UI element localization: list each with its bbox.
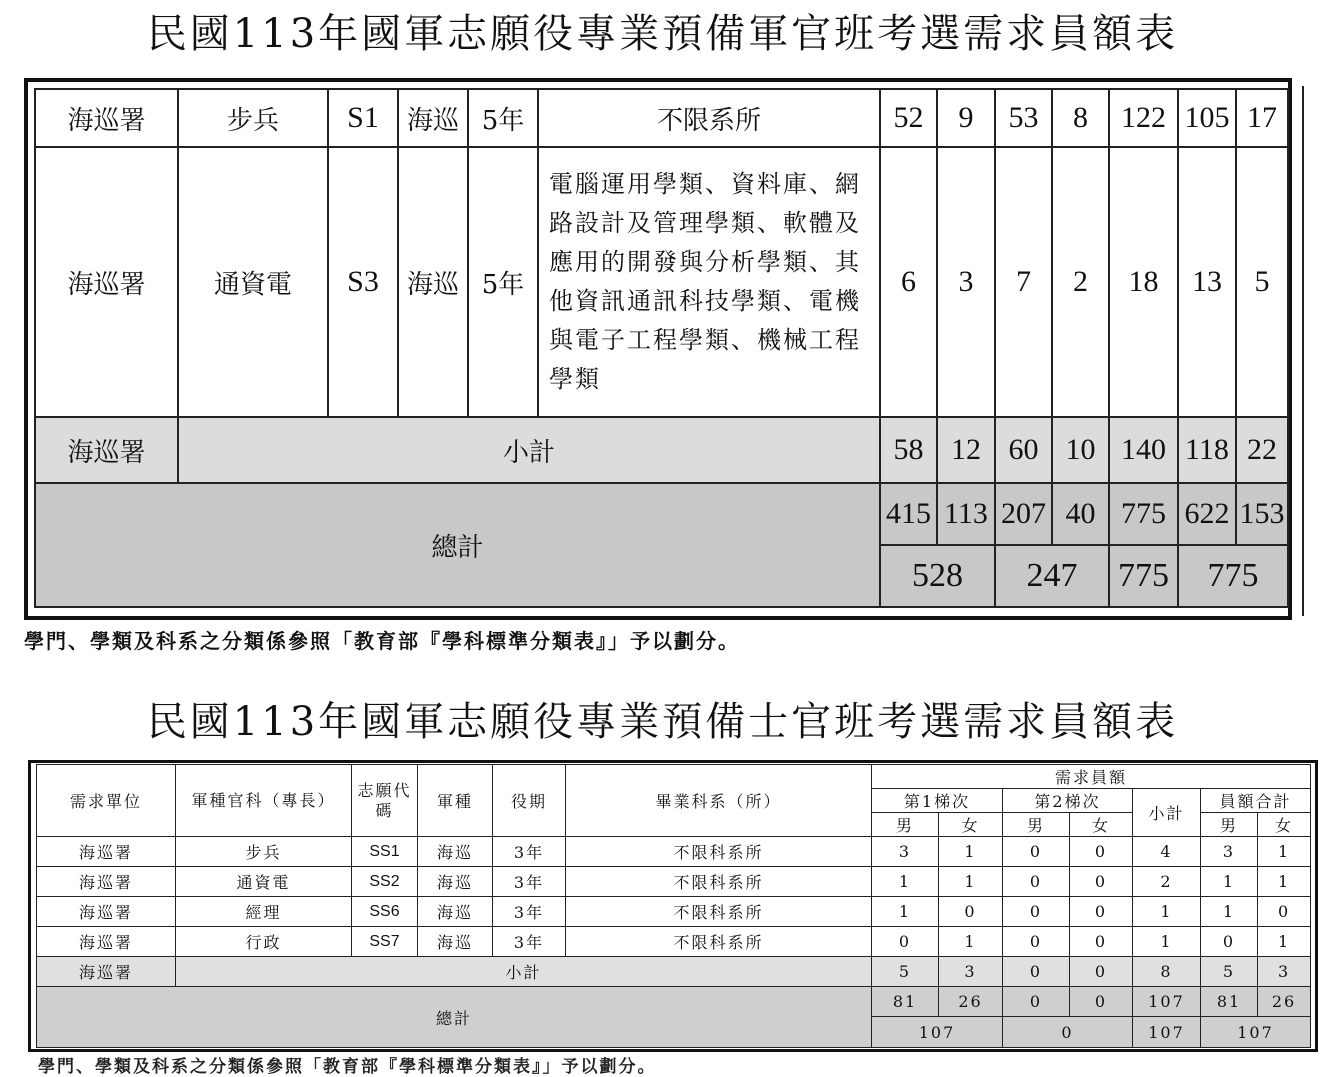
branch-cell: 海巡	[398, 89, 468, 147]
total-value: 622	[1178, 483, 1236, 545]
header-branch: 軍種	[418, 765, 493, 837]
branch-cell: 海巡	[418, 837, 493, 867]
round2-female-cell: 2	[1052, 147, 1109, 417]
total-value: 81	[1201, 987, 1258, 1017]
total-value: 415	[880, 483, 937, 545]
unit-cell: 海巡署	[37, 837, 176, 867]
subtotal-value: 22	[1236, 417, 1288, 483]
value-cell: 1	[939, 927, 1003, 957]
value-cell: 1	[1258, 837, 1311, 867]
header-major: 畢業科系（所）	[566, 765, 872, 837]
round1-female-cell: 9	[937, 89, 995, 147]
header-round1: 第1梯次	[872, 789, 1003, 813]
total-value: 0	[1003, 987, 1070, 1017]
value-cell: 0	[1201, 927, 1258, 957]
value-cell: 0	[1003, 837, 1070, 867]
subtotal-label: 小計	[178, 417, 880, 483]
major-cell: 不限科系所	[566, 897, 872, 927]
subtotal-value: 12	[937, 417, 995, 483]
header-specialty: 軍種官科（專長）	[176, 765, 352, 837]
round2-male-cell: 7	[995, 147, 1052, 417]
code-cell: SS6	[352, 897, 418, 927]
subtotal-value: 58	[880, 417, 937, 483]
total-row	[37, 987, 1311, 1017]
header-unit: 需求單位	[37, 765, 176, 837]
total-value: 775	[1109, 483, 1178, 545]
total-value: 0	[1070, 987, 1133, 1017]
subtotal-label: 小計	[176, 957, 872, 987]
header-row	[37, 765, 1311, 789]
value-cell: 0	[939, 897, 1003, 927]
unit-cell: 海巡署	[37, 897, 176, 927]
total-female-cell: 17	[1236, 89, 1288, 147]
major-cell: 不限系所	[538, 89, 880, 147]
total-subtotal-merged: 775	[1109, 545, 1178, 607]
table-row	[35, 147, 1288, 417]
subtotal-value: 60	[995, 417, 1052, 483]
round1-male-cell: 52	[880, 89, 937, 147]
total-value: 26	[939, 987, 1003, 1017]
total-value: 40	[1052, 483, 1109, 545]
total-value: 26	[1258, 987, 1311, 1017]
major-cell: 不限科系所	[566, 867, 872, 897]
unit-cell: 海巡署	[35, 147, 178, 417]
nco-quota-table	[36, 764, 1311, 1048]
total-male-cell: 105	[1178, 89, 1236, 147]
subtotal-value: 0	[1003, 957, 1070, 987]
value-cell: 0	[1003, 927, 1070, 957]
subtotal-value: 140	[1109, 417, 1178, 483]
total-value: 153	[1236, 483, 1288, 545]
officer-table-edge-line	[1302, 86, 1304, 616]
code-cell: SS2	[352, 867, 418, 897]
total-subtotal-merged: 107	[1133, 1017, 1201, 1048]
total-sum-merged: 775	[1178, 545, 1288, 607]
major-cell: 不限科系所	[566, 837, 872, 867]
subtotal-value: 0	[1070, 957, 1133, 987]
total-value: 81	[872, 987, 939, 1017]
value-cell: 0	[1070, 837, 1133, 867]
total-female-cell: 5	[1236, 147, 1288, 417]
unit-cell: 海巡署	[37, 927, 176, 957]
major-cell: 電腦運用學類、資料庫、網路設計及管理學類、軟體及應用的開發與分析學類、其他資訊通訊科技學類、電機與電子工程學類、機械工程學類	[538, 147, 880, 417]
header-female: 女	[1070, 813, 1133, 837]
total-label: 總計	[35, 483, 880, 607]
specialty-cell: 步兵	[176, 837, 352, 867]
term-cell: 3年	[493, 867, 566, 897]
header-female: 女	[1258, 813, 1311, 837]
term-cell: 3年	[493, 927, 566, 957]
value-cell: 4	[1133, 837, 1201, 867]
code-cell: S1	[328, 89, 398, 147]
table-row	[37, 927, 1311, 957]
branch-cell: 海巡	[418, 927, 493, 957]
nco-table-title: 民國113年國軍志願役專業預備士官班考選需求員額表	[146, 699, 1179, 745]
total-sum-merged: 107	[1201, 1017, 1311, 1048]
branch-cell: 海巡	[418, 897, 493, 927]
classification-note: 學門、學類及科系之分類係參照「教育部『學科標準分類表』」予以劃分。	[38, 1057, 657, 1077]
value-cell: 0	[1070, 867, 1133, 897]
subtotal-cell: 122	[1109, 89, 1178, 147]
value-cell: 1	[939, 837, 1003, 867]
officer-table-title: 民國113年國軍志願役專業預備軍官班考選需求員額表	[146, 11, 1179, 57]
subtotal-value: 3	[1258, 957, 1311, 987]
total-round1-merged: 107	[872, 1017, 1003, 1048]
code-cell: SS1	[352, 837, 418, 867]
header-subtotal: 小計	[1133, 789, 1201, 837]
value-cell: 1	[1133, 927, 1201, 957]
value-cell: 1	[872, 897, 939, 927]
specialty-cell: 通資電	[176, 867, 352, 897]
major-cell: 不限科系所	[566, 927, 872, 957]
subtotal-value: 3	[939, 957, 1003, 987]
branch-cell: 海巡	[398, 147, 468, 417]
value-cell: 0	[1258, 897, 1311, 927]
header-total: 員額合計	[1201, 789, 1311, 813]
subtotal-value: 118	[1178, 417, 1236, 483]
total-round2-merged: 247	[995, 545, 1109, 607]
table-row	[37, 837, 1311, 867]
total-round2-merged: 0	[1003, 1017, 1133, 1048]
value-cell: 1	[1201, 897, 1258, 927]
header-female: 女	[939, 813, 1003, 837]
unit-cell: 海巡署	[37, 867, 176, 897]
value-cell: 1	[872, 867, 939, 897]
round1-female-cell: 3	[937, 147, 995, 417]
total-row	[35, 483, 1288, 545]
round2-male-cell: 53	[995, 89, 1052, 147]
value-cell: 1	[1133, 897, 1201, 927]
specialty-cell: 經理	[176, 897, 352, 927]
term-cell: 3年	[493, 837, 566, 867]
value-cell: 0	[1003, 867, 1070, 897]
subtotal-row	[35, 417, 1288, 483]
unit-cell: 海巡署	[35, 89, 178, 147]
total-value: 207	[995, 483, 1052, 545]
header-male: 男	[1003, 813, 1070, 837]
value-cell: 0	[872, 927, 939, 957]
header-male: 男	[872, 813, 939, 837]
value-cell: 1	[1258, 927, 1311, 957]
value-cell: 0	[1070, 927, 1133, 957]
subtotal-cell: 18	[1109, 147, 1178, 417]
specialty-cell: 步兵	[178, 89, 328, 147]
value-cell: 1	[1258, 867, 1311, 897]
table-row	[37, 897, 1311, 927]
value-cell: 3	[872, 837, 939, 867]
code-cell: S3	[328, 147, 398, 417]
value-cell: 3	[1201, 837, 1258, 867]
header-quota: 需求員額	[872, 765, 1311, 789]
header-term: 役期	[493, 765, 566, 837]
term-cell: 5年	[468, 147, 538, 417]
header-male: 男	[1201, 813, 1258, 837]
specialty-cell: 行政	[176, 927, 352, 957]
value-cell: 1	[939, 867, 1003, 897]
classification-note: 學門、學類及科系之分類係參照「教育部『學科標準分類表』」予以劃分。	[24, 629, 740, 653]
code-cell: SS7	[352, 927, 418, 957]
value-cell: 1	[1201, 867, 1258, 897]
subtotal-value: 5	[872, 957, 939, 987]
total-value: 107	[1133, 987, 1201, 1017]
term-cell: 3年	[493, 897, 566, 927]
value-cell: 2	[1133, 867, 1201, 897]
round1-male-cell: 6	[880, 147, 937, 417]
total-male-cell: 13	[1178, 147, 1236, 417]
officer-quota-table	[34, 88, 1289, 608]
subtotal-unit-cell: 海巡署	[37, 957, 176, 987]
subtotal-value: 5	[1201, 957, 1258, 987]
header-round2: 第2梯次	[1003, 789, 1133, 813]
subtotal-value: 10	[1052, 417, 1109, 483]
total-round1-merged: 528	[880, 545, 995, 607]
total-label: 總計	[37, 987, 872, 1048]
subtotal-unit-cell: 海巡署	[35, 417, 178, 483]
header-code: 志願代碼	[352, 765, 418, 837]
branch-cell: 海巡	[418, 867, 493, 897]
round2-female-cell: 8	[1052, 89, 1109, 147]
term-cell: 5年	[468, 89, 538, 147]
subtotal-row	[37, 957, 1311, 987]
subtotal-value: 8	[1133, 957, 1201, 987]
table-row	[37, 867, 1311, 897]
value-cell: 0	[1003, 897, 1070, 927]
table-row	[35, 89, 1288, 147]
total-value: 113	[937, 483, 995, 545]
specialty-cell: 通資電	[178, 147, 328, 417]
value-cell: 0	[1070, 897, 1133, 927]
